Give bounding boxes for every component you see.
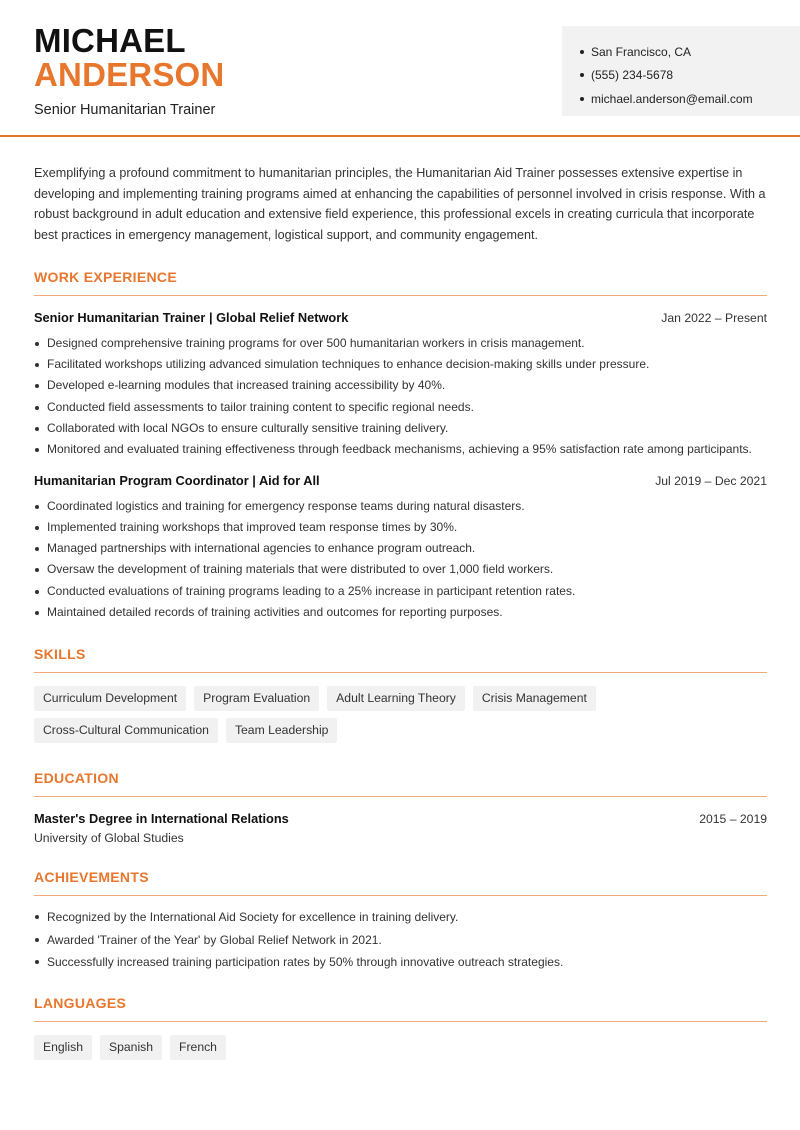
list-item: Designed comprehensive training programs for over 500 humanitarian workers in crisis management. — [34, 333, 767, 354]
contact-location — [580, 40, 800, 64]
languages-section — [34, 995, 767, 1060]
contact-location-text: San Francisco, CA — [591, 44, 692, 59]
contact-email-text: michael.anderson@email.com — [591, 91, 753, 106]
education-section — [34, 770, 767, 845]
resume-body — [34, 163, 767, 1060]
job-dates: Jan 2022 – Present — [661, 310, 767, 325]
section-title-achievements: ACHIEVEMENTS — [34, 869, 767, 896]
language-tag: French — [170, 1035, 226, 1060]
job-header — [34, 473, 767, 488]
list-item: Developed e-learning modules that increased training accessibility by 40%. — [34, 375, 767, 396]
bullet-icon — [580, 50, 584, 54]
job-role: Humanitarian Program Coordinator | Aid for All — [34, 472, 320, 488]
list-item: Conducted field assessments to tailor training content to specific regional needs. — [34, 397, 767, 418]
achievements-list — [34, 906, 767, 974]
list-item: Coordinated logistics and training for emergency response teams during natural disasters. — [34, 496, 767, 517]
education-years: 2015 – 2019 — [699, 812, 767, 827]
list-item: Managed partnerships with international agencies to enhance program outreach. — [34, 538, 767, 559]
resume-header — [0, 0, 800, 137]
section-title-languages: LANGUAGES — [34, 995, 767, 1022]
skill-tag: Program Evaluation — [194, 686, 319, 711]
last-name: ANDERSON — [34, 56, 225, 93]
education-header — [34, 811, 767, 826]
job-entry — [34, 310, 767, 461]
job-entry — [34, 473, 767, 624]
section-title-work: WORK EXPERIENCE — [34, 269, 767, 296]
work-section — [34, 269, 767, 624]
bullet-icon — [580, 97, 584, 101]
list-item: Successfully increased training participation rates by 50% through innovative outreach strategies. — [34, 951, 767, 974]
skill-tag: Crisis Management — [473, 686, 596, 711]
job-role: Senior Humanitarian Trainer | Global Relief Network — [34, 309, 349, 325]
list-item: Facilitated workshops utilizing advanced simulation techniques to enhance decision-making skills under pressure. — [34, 354, 767, 375]
list-item: Recognized by the International Aid Society for excellence in training delivery. — [34, 906, 767, 929]
achievements-section — [34, 869, 767, 974]
skill-tag: Curriculum Development — [34, 686, 186, 711]
list-item: Maintained detailed records of training activities and outcomes for reporting purposes. — [34, 602, 767, 623]
section-title-skills: SKILLS — [34, 646, 767, 673]
skills-section — [34, 646, 767, 743]
list-item: Monitored and evaluated training effectiveness through feedback mechanisms, achieving a 95% satisfaction rate among participants. — [34, 439, 767, 460]
job-dates: Jul 2019 – Dec 2021 — [655, 473, 767, 488]
bullet-icon — [580, 73, 584, 77]
education-degree: Master's Degree in International Relations — [34, 811, 289, 827]
contact-box — [562, 26, 800, 116]
contact-phone — [580, 64, 800, 88]
list-item: Conducted evaluations of training programs leading to a 25% increase in participant retention rates. — [34, 581, 767, 602]
job-bullets — [34, 333, 767, 461]
language-tag: Spanish — [100, 1035, 162, 1060]
first-name: MICHAEL — [34, 22, 186, 59]
job-header — [34, 310, 767, 325]
name-block — [34, 24, 224, 118]
skill-tag: Team Leadership — [226, 718, 338, 743]
section-title-education: EDUCATION — [34, 770, 767, 797]
list-item: Implemented training workshops that improved team response times by 30%. — [34, 517, 767, 538]
skills-list — [34, 686, 767, 743]
contact-email — [580, 87, 800, 111]
job-title: Senior Humanitarian Trainer — [34, 102, 216, 118]
skill-tag: Adult Learning Theory — [327, 686, 465, 711]
language-tag: English — [34, 1035, 92, 1060]
list-item: Oversaw the development of training materials that were distributed to over 1,000 field workers. — [34, 559, 767, 580]
education-school: University of Global Studies — [34, 831, 184, 846]
list-item: Collaborated with local NGOs to ensure culturally sensitive training delivery. — [34, 418, 767, 439]
list-item: Awarded 'Trainer of the Year' by Global Relief Network in 2021. — [34, 929, 767, 952]
job-bullets — [34, 496, 767, 624]
education-entry — [34, 811, 767, 845]
summary: Exemplifying a profound commitment to humanitarian principles, the Humanitarian Aid Trainer possesses extensive expertise in developing and implementing training programs aimed at enhancing the capabilities of personnel involved in crisis response. With a robust background in adult education and extensive field experience, this professional excels in creating curricula that incorporate best practices in emergency management, logistical support, and community engagement. — [34, 166, 766, 243]
skill-tag: Cross-Cultural Communication — [34, 718, 218, 743]
languages-list — [34, 1035, 767, 1060]
contact-phone-text: (555) 234-5678 — [591, 68, 674, 83]
